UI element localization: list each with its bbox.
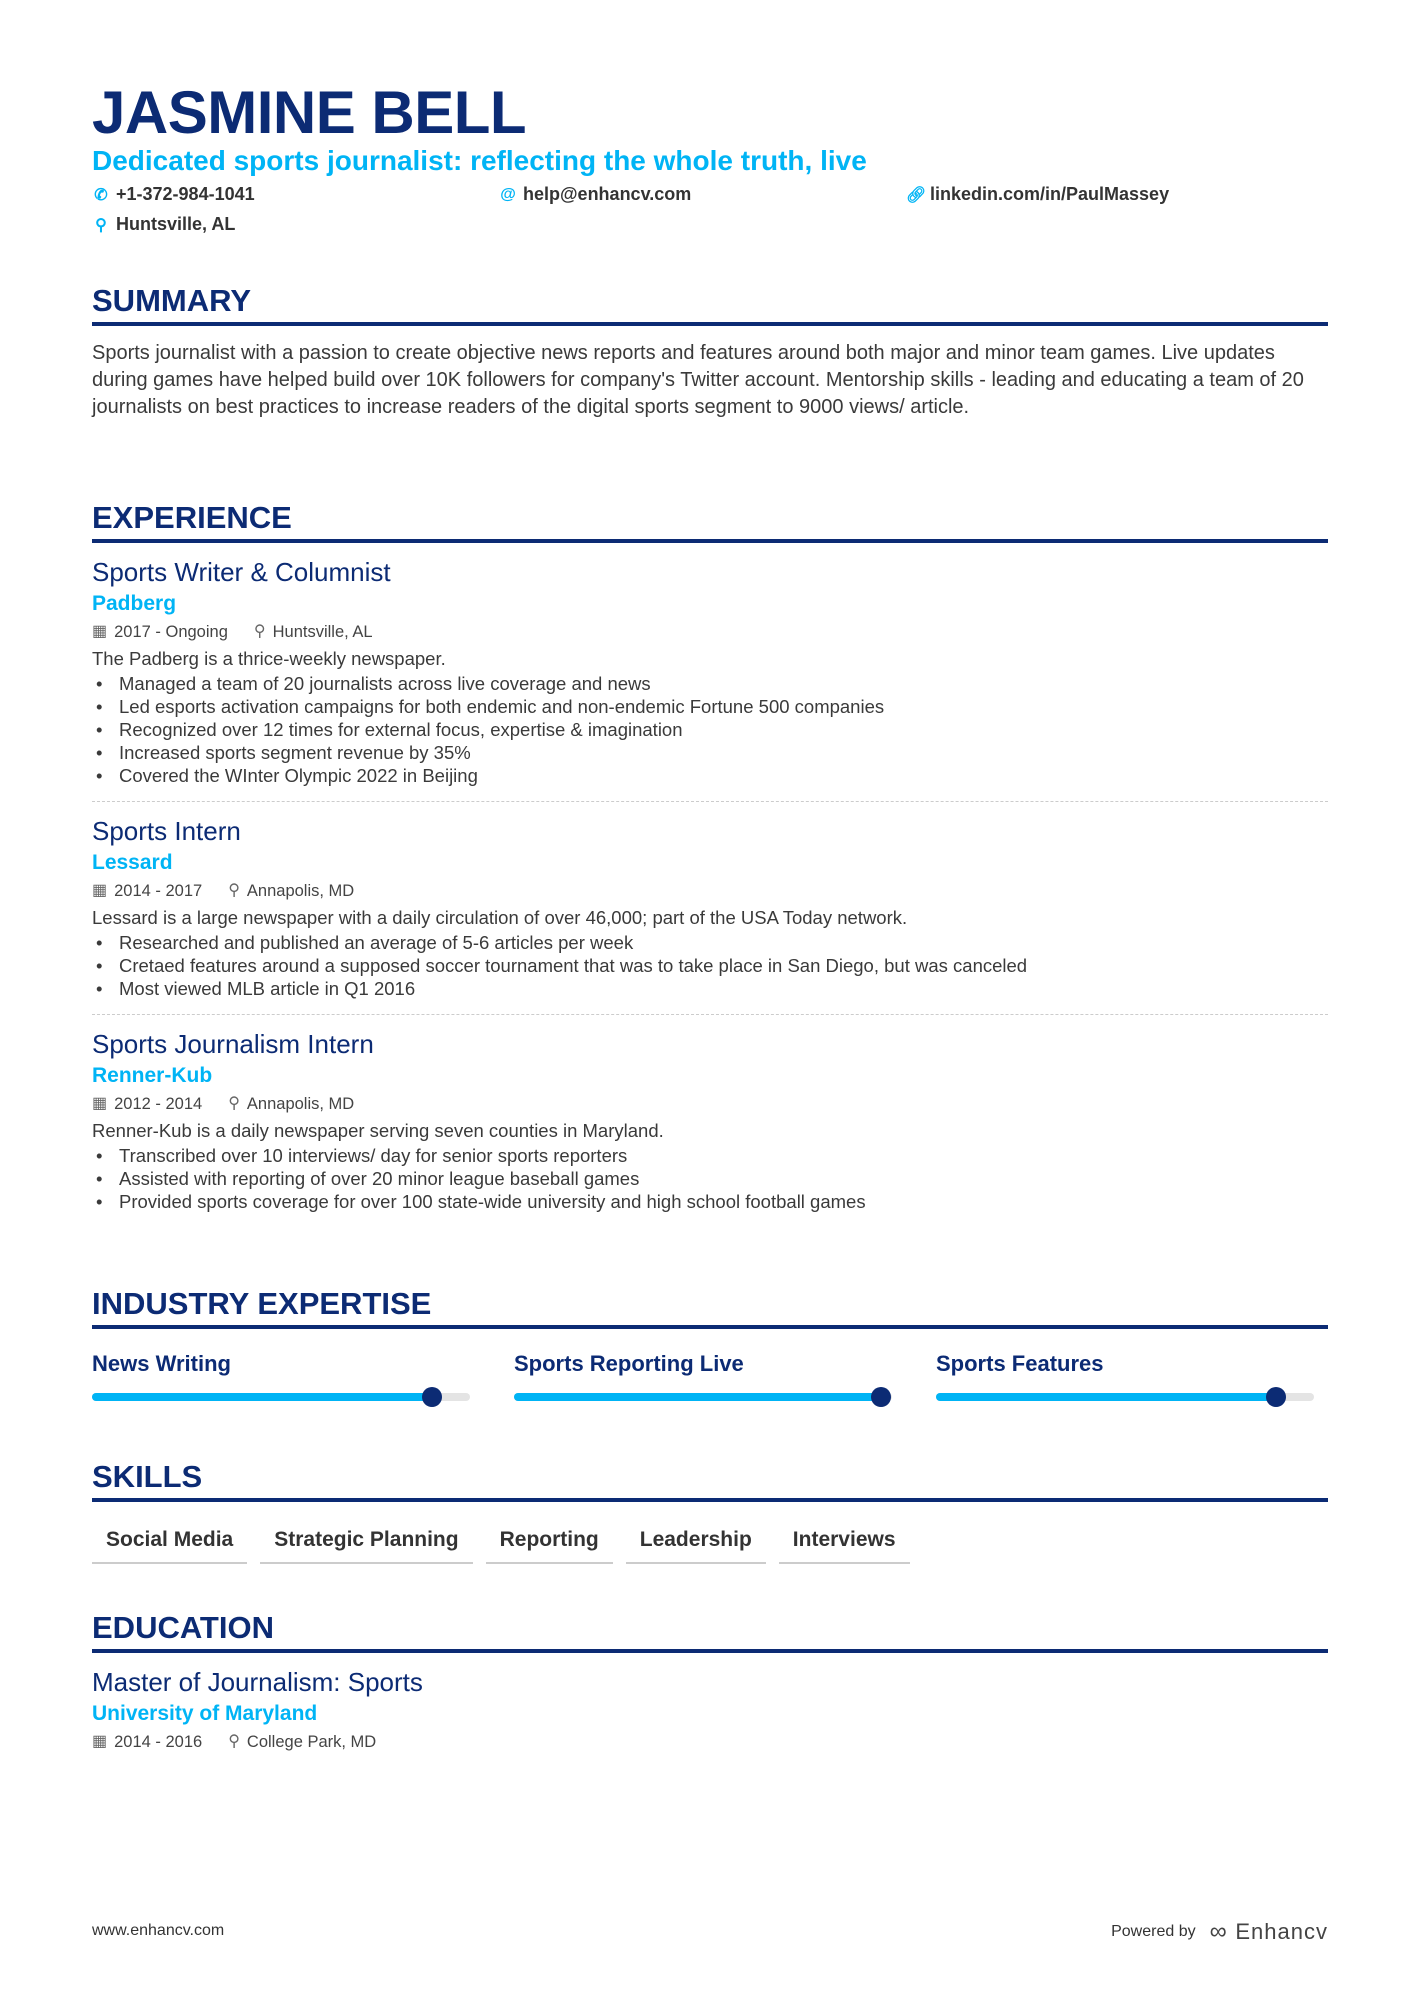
- bullet: • Provided sports coverage for over 100 state-wide university and high school football games: [92, 1190, 1328, 1213]
- divider: [92, 1325, 1328, 1329]
- bullet: • Most viewed MLB article in Q1 2016: [92, 977, 1328, 1000]
- expertise-item: [936, 1351, 1314, 1401]
- divider: [92, 322, 1328, 326]
- summary-text: Sports journalist with a passion to create objective news reports and features around both major and minor team games. Live updates during games have helped build over 10K followers for company's Twitter account. Mentorship skills - leading and educating a team of 20 journalists on best practices to increase readers of the digital sports segment to 9000 views/ article.: [92, 342, 1304, 418]
- experience-section: [92, 499, 1328, 1227]
- bullet: • Researched and published an average of 5-6 articles per week: [92, 931, 1328, 954]
- job-entry: [92, 543, 1328, 801]
- job-description: Renner-Kub is a daily newspaper serving seven counties in Maryland.: [92, 1120, 664, 1141]
- bullet: • Recognized over 12 times for external focus, expertise & imagination: [92, 718, 1328, 741]
- skill-tag: Social Media: [92, 1524, 247, 1564]
- section-title: EDUCATION: [92, 1610, 274, 1645]
- bullet: • Covered the WInter Olympic 2022 in Beijing: [92, 764, 1328, 787]
- linkedin-text[interactable]: linkedin.com/in/PaulMassey: [930, 184, 1170, 204]
- phone-text: +1-372-984-1041: [116, 184, 255, 204]
- summary-section: [92, 282, 1328, 421]
- phone-icon: ✆: [94, 186, 108, 204]
- candidate-name: JASMINE BELL: [92, 79, 527, 146]
- degree: Master of Journalism: Sports: [92, 1667, 423, 1697]
- job-title: Sports Journalism Intern: [92, 1029, 374, 1059]
- skills-section: [92, 1458, 1328, 1564]
- expertise-bar: [514, 1393, 892, 1401]
- powered-by-label: Powered by: [1111, 1923, 1196, 1940]
- job-entry: [92, 801, 1328, 1014]
- job-title: Sports Intern: [92, 816, 241, 846]
- job-description: Lessard is a large newspaper with a daily circulation of over 46,000; part of the USA Today network.: [92, 907, 908, 928]
- expertise-label: Sports Features: [936, 1351, 1104, 1376]
- expertise-knob: [1266, 1387, 1286, 1407]
- job-description: The Padberg is a thrice-weekly newspaper.: [92, 648, 446, 669]
- education-section: [92, 1609, 1328, 1769]
- dates: 2012 - 2014: [114, 1095, 203, 1113]
- bullet: • Increased sports segment revenue by 35%: [92, 741, 1328, 764]
- expertise-label: News Writing: [92, 1351, 231, 1376]
- location-pin-icon: ⚲: [228, 1733, 240, 1750]
- expertise-label: Sports Reporting Live: [514, 1351, 744, 1376]
- expertise-fill: [514, 1393, 881, 1401]
- expertise-fill: [936, 1393, 1276, 1401]
- footer: [92, 1918, 1328, 1945]
- skill-tag: Reporting: [486, 1524, 613, 1564]
- location-pin-icon: ⚲: [228, 882, 240, 899]
- job-entry: [92, 1014, 1328, 1227]
- location: Annapolis, MD: [246, 882, 355, 900]
- tagline: Dedicated sports journalist: reflecting the whole truth, live: [92, 145, 867, 176]
- expertise-bar: [936, 1393, 1314, 1401]
- location-pin-icon: ⚲: [228, 1095, 240, 1112]
- school: University of Maryland: [92, 1702, 318, 1725]
- bullet: • Assisted with reporting of over 20 minor league baseball games: [92, 1167, 1328, 1190]
- expertise-bar: [92, 1393, 470, 1401]
- dates: 2014 - 2016: [114, 1733, 203, 1751]
- enhancv-logo-icon: ∞ Enhancv: [1209, 1918, 1328, 1945]
- bullet: • Led esports activation campaigns for both endemic and non-endemic Fortune 500 companies: [92, 695, 1328, 718]
- location-pin-icon: ⚲: [253, 623, 266, 640]
- expertise-section: [92, 1285, 1328, 1401]
- skill-tag: Strategic Planning: [260, 1524, 472, 1564]
- linkedin[interactable]: [906, 184, 1169, 205]
- email[interactable]: [499, 184, 691, 205]
- calendar-icon: ▦: [92, 882, 108, 899]
- link-icon: 🔗︎: [906, 186, 927, 204]
- location: Annapolis, MD: [246, 1095, 355, 1113]
- email-text[interactable]: help@enhancv.com: [523, 184, 692, 204]
- location: College Park, MD: [246, 1733, 377, 1751]
- skill-tag: Interviews: [779, 1524, 910, 1564]
- calendar-icon: ▦: [92, 1095, 108, 1112]
- dates: 2014 - 2017: [114, 882, 203, 900]
- bullet: • Cretaed features around a supposed soccer tournament that was to take place in San Diego, but was canceled: [92, 954, 1328, 977]
- job-title: Sports Writer & Columnist: [92, 557, 391, 587]
- expertise-item: [514, 1351, 892, 1401]
- bullet: • Managed a team of 20 journalists across live coverage and news: [92, 672, 1328, 695]
- phone: [92, 184, 255, 205]
- location: Huntsville, AL: [272, 623, 373, 641]
- at-icon: @: [500, 185, 516, 203]
- section-title: SUMMARY: [92, 283, 252, 318]
- skill-tag: Leadership: [626, 1524, 766, 1564]
- calendar-icon: ▦: [92, 623, 108, 640]
- company: Lessard: [92, 851, 173, 874]
- expertise-item: [92, 1351, 470, 1401]
- section-title: SKILLS: [92, 1459, 203, 1494]
- section-title: INDUSTRY EXPERTISE: [92, 1286, 432, 1321]
- expertise-fill: [92, 1393, 432, 1401]
- divider: [92, 1498, 1328, 1502]
- expertise-knob: [422, 1387, 442, 1407]
- website-link[interactable]: www.enhancv.com: [92, 1922, 225, 1939]
- location: [92, 214, 235, 235]
- calendar-icon: ▦: [92, 1733, 108, 1750]
- location-pin-icon: ⚲: [95, 216, 107, 234]
- company: Padberg: [92, 592, 177, 615]
- dates: 2017 - Ongoing: [114, 623, 228, 641]
- section-title: EXPERIENCE: [92, 500, 292, 535]
- location-text: Huntsville, AL: [116, 214, 236, 234]
- bullet: • Transcribed over 10 interviews/ day for senior sports reporters: [92, 1144, 1328, 1167]
- company: Renner-Kub: [92, 1064, 213, 1087]
- expertise-knob: [871, 1387, 891, 1407]
- brand-name: Enhancv: [1235, 1919, 1328, 1944]
